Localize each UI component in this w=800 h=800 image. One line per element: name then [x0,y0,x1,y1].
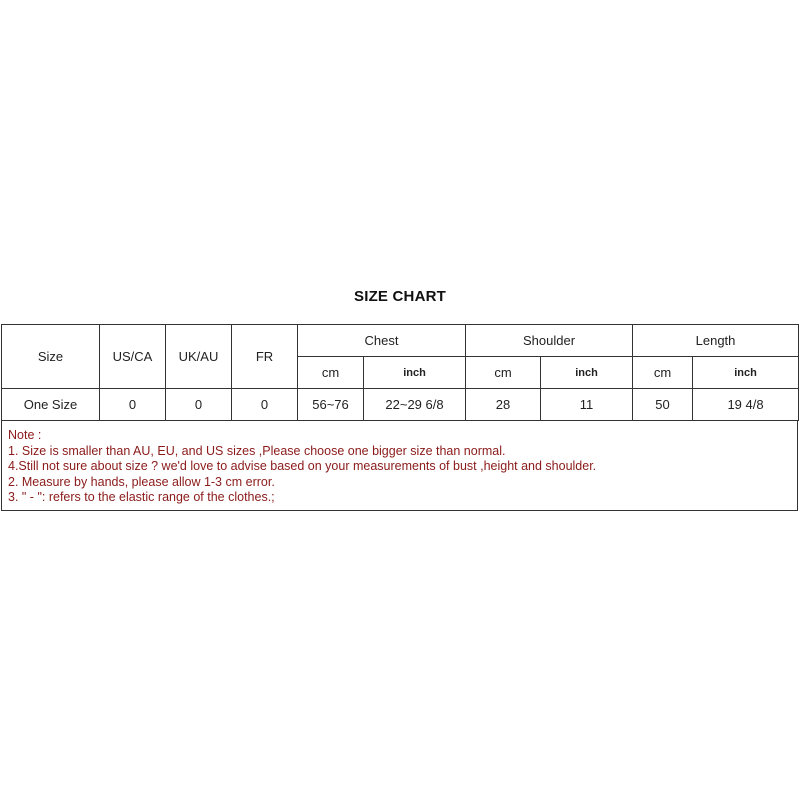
notes-heading: Note : [8,428,42,442]
page-title: SIZE CHART [354,288,446,305]
cell-us-ca: 0 [100,389,166,421]
cell-length-cm: 50 [633,389,693,421]
notes-box [1,421,798,511]
cell-uk-au: 0 [166,389,232,421]
cell-shoulder-inch: 11 [541,389,633,421]
size-chart [1,324,798,511]
cell-size: One Size [2,389,100,421]
header-chest: Chest [298,325,466,357]
header-fr: FR [232,325,298,389]
subheader-shoulder-cm: cm [466,357,541,389]
header-size: Size [2,325,100,389]
cell-fr: 0 [232,389,298,421]
note-line: 3. " - ": refers to the elastic range of the clothes.; [8,490,275,504]
cell-shoulder-cm: 28 [466,389,541,421]
subheader-chest-inch: inch [364,357,466,389]
header-shoulder: Shoulder [466,325,633,357]
header-uk-au: UK/AU [166,325,232,389]
size-table [1,324,799,421]
note-line: 1. Size is smaller than AU, EU, and US sizes ,Please choose one bigger size than normal. [8,443,506,458]
table-row [2,389,799,421]
header-us-ca: US/CA [100,325,166,389]
note-line: 2. Measure by hands, please allow 1-3 cm error. [8,474,275,489]
cell-chest-cm: 56~76 [298,389,364,421]
cell-chest-inch: 22~29 6/8 [364,389,466,421]
subheader-length-inch: inch [693,357,799,389]
header-length: Length [633,325,799,357]
header-row [2,325,799,357]
subheader-length-cm: cm [633,357,693,389]
cell-length-inch: 19 4/8 [693,389,799,421]
note-line: 4.Still not sure about size ? we'd love to advise based on your measurements of bust ,height and shoulder. [8,459,597,473]
subheader-shoulder-inch: inch [541,357,633,389]
subheader-chest-cm: cm [298,357,364,389]
